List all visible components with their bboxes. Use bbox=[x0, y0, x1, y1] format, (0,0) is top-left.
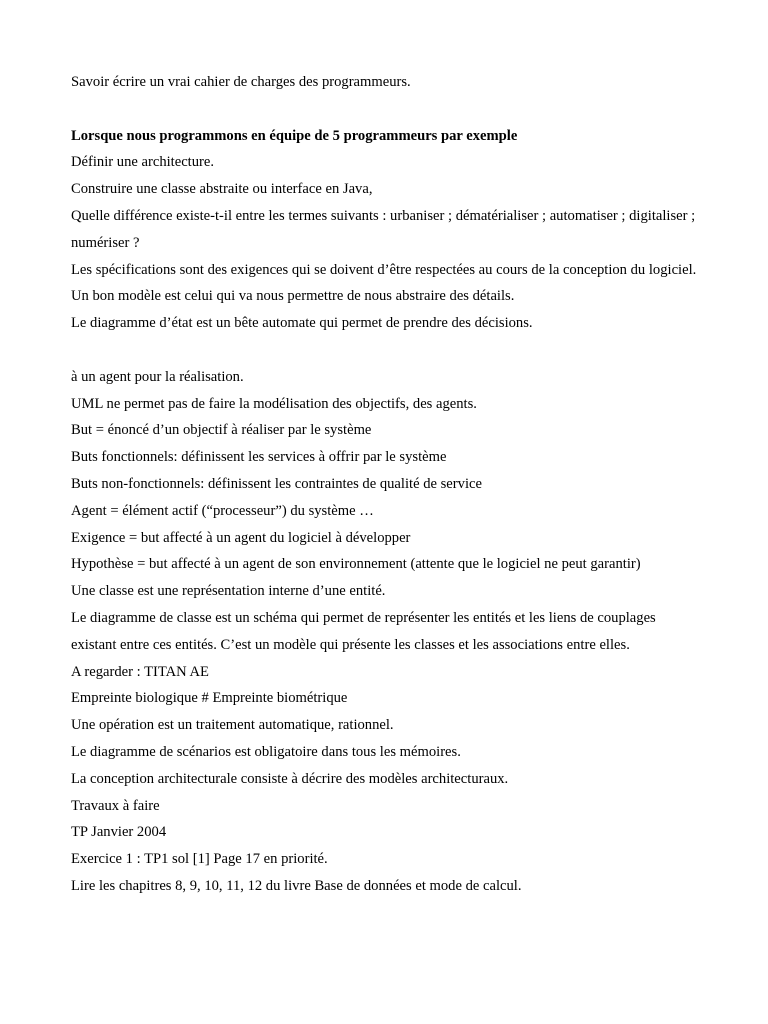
paragraph: Quelle différence existe-t-il entre les termes suivants : urbaniser ; dématérialiser ; automatiser ; digitaliser ; numériser ? bbox=[71, 207, 696, 251]
paragraph: But = énoncé d’un objectif à réaliser par le système bbox=[71, 422, 372, 439]
paragraph: Savoir écrire un vrai cahier de charges des programmeurs. bbox=[71, 74, 411, 90]
section-heading: Lorsque nous programmons en équipe de 5 programmeurs par exemple bbox=[71, 127, 518, 144]
paragraph: Une opération est un traitement automatique, rationnel. bbox=[71, 717, 394, 734]
paragraph: Lire les chapitres 8, 9, 10, 11, 12 du livre Base de données et mode de calcul. bbox=[71, 877, 522, 894]
paragraph: Le diagramme de scénarios est obligatoire dans tous les mémoires. bbox=[71, 743, 461, 760]
paragraph: Définir une architecture. bbox=[71, 154, 215, 171]
paragraph: A regarder : TITAN AE bbox=[71, 663, 209, 680]
blank-line bbox=[71, 337, 701, 364]
paragraph: Agent = élément actif (“processeur”) du système … bbox=[71, 502, 374, 519]
paragraph: Un bon modèle est celui qui va nous permettre de nous abstraire des détails. bbox=[71, 288, 515, 305]
paragraph: à un agent pour la réalisation. bbox=[71, 368, 244, 385]
paragraph: Exigence = but affecté à un agent du logiciel à développer bbox=[71, 529, 411, 546]
paragraph: Les spécifications sont des exigences qui se doivent d’être respectées au cours de la conception du logiciel. bbox=[71, 261, 697, 278]
paragraph: Hypothèse = but affecté à un agent de son environnement (attente que le logiciel ne peut garantir) bbox=[71, 556, 641, 573]
paragraph: Buts non-fonctionnels: définissent les contraintes de qualité de service bbox=[71, 475, 482, 492]
paragraph: TP Janvier 2004 bbox=[71, 824, 167, 841]
paragraph: Empreinte biologique # Empreinte biométrique bbox=[71, 690, 348, 707]
paragraph: Buts fonctionnels: définissent les services à offrir par le système bbox=[71, 449, 447, 466]
blank-line bbox=[71, 96, 701, 123]
paragraph: Construire une classe abstraite ou interface en Java, bbox=[71, 181, 373, 198]
paragraph: Exercice 1 : TP1 sol [1] Page 17 en priorité. bbox=[71, 851, 328, 868]
paragraph: Le diagramme d’état est un bête automate qui permet de prendre des décisions. bbox=[71, 315, 533, 332]
paragraph: La conception architecturale consiste à décrire des modèles architecturaux. bbox=[71, 770, 509, 787]
paragraph: UML ne permet pas de faire la modélisation des objectifs, des agents. bbox=[71, 395, 477, 412]
document-body bbox=[71, 69, 701, 900]
paragraph: Une classe est une représentation interne d’une entité. bbox=[71, 583, 386, 600]
paragraph: Le diagramme de classe est un schéma qui permet de représenter les entités et les liens de couplages existant entre ces entités. C’est un modèle qui présente les classes et les associations entre elles. bbox=[71, 609, 656, 653]
paragraph: Travaux à faire bbox=[71, 797, 160, 814]
